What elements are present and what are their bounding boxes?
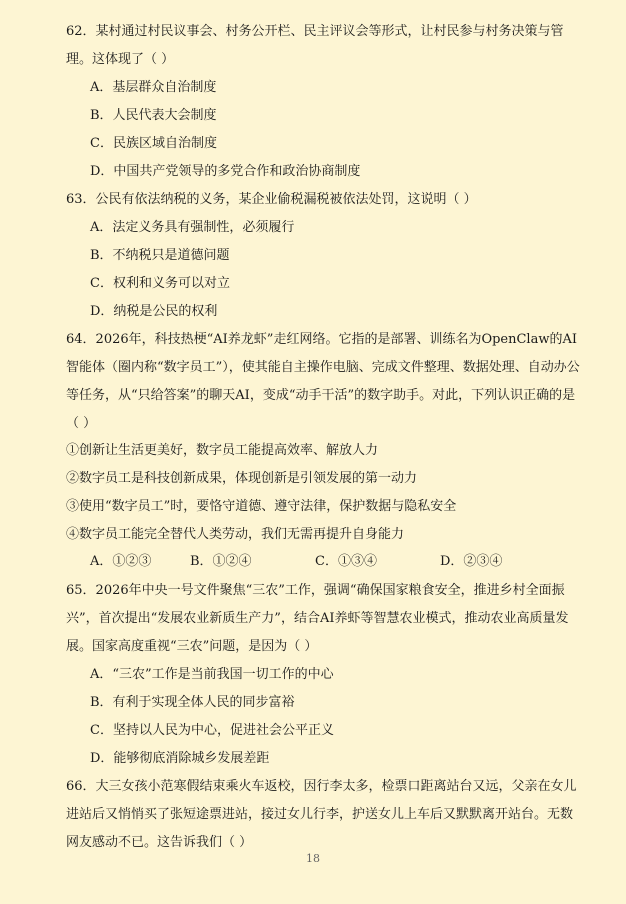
question-65-option-b: B．有利于实现全体人民的同步富裕: [90, 695, 295, 710]
question-63-option-a: A．法定义务具有强制性，必须履行: [90, 220, 295, 235]
question-66-line-1: 66．大三女孩小范寒假结束乘火车返校，因行李太多，检票口距离站台又远，父亲在女儿: [66, 779, 577, 794]
question-64-statement-4: ④数字员工能完全替代人类劳动，我们无需再提升自身能力: [66, 527, 405, 542]
question-66-line-3: 网友感动不已。这告诉我们（ ）: [66, 835, 253, 850]
question-64-option-b: B．①②④: [190, 554, 252, 569]
question-64-statement-1: ①创新让生活更美好，数字员工能提高效率、解放人力: [66, 443, 379, 458]
question-64-option-c: C．①③④: [315, 554, 377, 569]
question-62-line-1: 62．某村通过村民议事会、村务公开栏、民主评议会等形式，让村民参与村务决策与管: [66, 24, 564, 39]
question-66-line-2: 进站后又悄悄买了张短途票进站，接过女儿行李，护送女儿上车后又默默离开站台。无数: [66, 807, 574, 822]
question-65-option-a: A．“三农”工作是当前我国一切工作的中心: [90, 667, 334, 682]
question-64-statement-2: ②数字员工是科技创新成果，体现创新是引领发展的第一动力: [66, 471, 418, 486]
question-63-line-1: 63．公民有依法纳税的义务，某企业偷税漏税被依法处罚，这说明（ ）: [66, 192, 477, 207]
question-64-statement-3: ③使用“数字员工”时，要恪守道德、遵守法律，保护数据与隐私安全: [66, 499, 457, 514]
question-62-option-d: D．中国共产党领导的多党合作和政治协商制度: [90, 164, 361, 179]
question-62-line-2: 理。这体现了（ ）: [66, 52, 175, 67]
question-62-option-b: B．人民代表大会制度: [90, 108, 217, 123]
question-63-option-c: C．权利和义务可以对立: [90, 276, 230, 291]
question-62-option-a: A．基层群众自治制度: [90, 80, 217, 95]
question-65-line-3: 展。国家高度重视“三农”问题，是因为（ ）: [66, 639, 318, 654]
question-65-line-1: 65．2026年中央一号文件聚焦“三农”工作，强调“确保国家粮食安全，推进乡村全面振: [66, 583, 565, 598]
question-64-option-d: D．②③④: [440, 554, 503, 569]
question-65-option-d: D．能够彻底消除城乡发展差距: [90, 751, 270, 766]
question-64-line-2: 智能体（圈内称“数字员工”），使其能自主操作电脑、完成文件整理、数据处理、自动办公: [66, 360, 580, 375]
question-64-line-3: 等任务，从“只给答案”的聊天AI，变成“动手干活”的数字助手。对此，下列认识正确的是: [66, 388, 576, 403]
question-63-option-b: B．不纳税只是道德问题: [90, 248, 230, 263]
question-62-option-c: C．民族区域自治制度: [90, 136, 217, 151]
question-64-option-a: A．①②③: [90, 554, 152, 569]
page-number: 18: [306, 852, 320, 865]
question-63-option-d: D．纳税是公民的权利: [90, 304, 218, 319]
question-65-line-2: 兴”，首次提出“发展农业新质生产力”，结合AI养虾等智慧农业模式，推动农业高质量发: [66, 611, 569, 626]
question-65-option-c: C．坚持以人民为中心，促进社会公平正义: [90, 723, 334, 738]
question-64-line-1: 64．2026年，科技热梗“AI养龙虾”走红网络。它指的是部署、训练名为OpenClaw的AI: [66, 332, 577, 347]
question-64-line-4: （ ）: [66, 416, 97, 431]
